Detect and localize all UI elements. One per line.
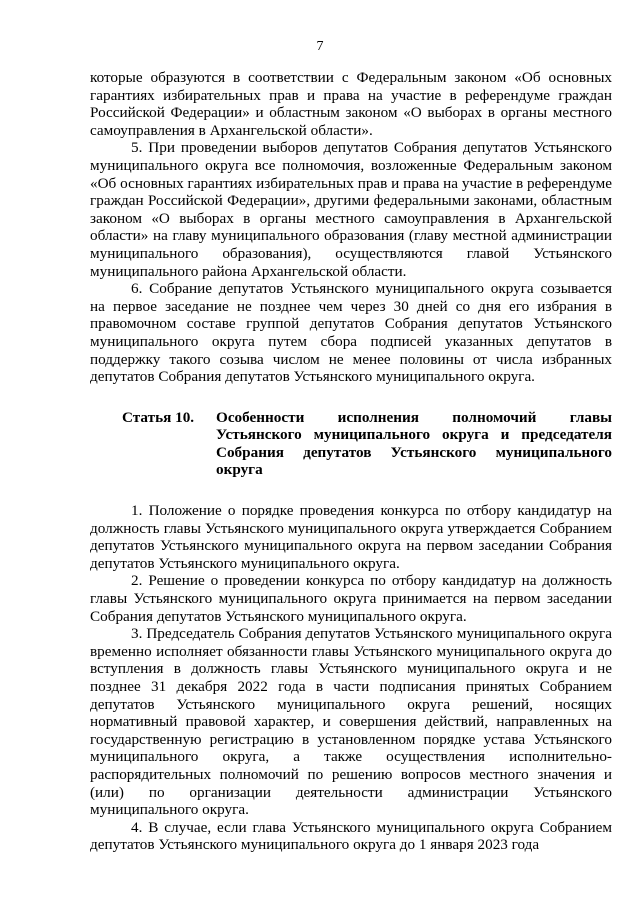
article-heading: [90, 409, 612, 479]
article-paragraph-2: 2. Решение о проведении конкурса по отбору кандидатур на должность главы Устьянского муниципального округа принимается на первом заседании Собрания депутатов Устьянского муниципального округа.: [90, 572, 612, 625]
article-title: Особенности исполнения полномочий главы Устьянского муниципального округа и председателя Собрания депутатов Устьянского муниципального округа: [216, 408, 612, 479]
paragraph-continuation: которые образуются в соответствии с Федеральным законом «Об основных гарантиях избирательных прав и права на участие в референдуме граждан Российской Федерации» и областным законом «О выборах в органы местного самоуправления в Архангельской области».: [90, 69, 612, 139]
page-number: 7: [316, 39, 324, 54]
document-body: [90, 69, 612, 854]
article-paragraph-4: 4. В случае, если глава Устьянского муниципального округа Собранием депутатов Устьянского муниципального округа до 1 января 2023 года: [90, 818, 612, 854]
article-paragraph-1: 1. Положение о порядке проведения конкурса по отбору кандидатур на должность главы Устьянского муниципального округа утверждается Собранием депутатов Устьянского муниципального округа на первом заседании Собрания депутатов Устьянского муниципального округа.: [90, 502, 612, 572]
article-number: Статья 10.: [122, 408, 195, 426]
paragraph-item-6: 6. Собрание депутатов Устьянского муниципального округа созывается на первое заседание не позднее чем через 30 дней со дня его избрания в правомочном составе группой депутатов Собрания депутатов Устьянского муниципального округа путем сбора подписей указанных депутатов в поддержку такого созыва числом не менее половины от числа избранных депутатов Собрания депутатов Устьянского муниципального округа.: [90, 280, 612, 386]
article-paragraph-3: 3. Председатель Собрания депутатов Устьянского муниципального округа временно исполняет обязанности главы Устьянского муниципального округа до вступления в должность главы Устьянского муниципального округа и не позднее 31 декабря 2022 года в части подписания принятых Собранием депутатов Устьянского муниципального округа решений, носящих нормативный правовой характер, и совершения действий, направленных на государственную регистрацию в установленном порядке устава Устьянского муниципального округа, а также осуществления исполнительно-распорядительных полномочий по решению вопросов местного значения и (или) по организации деятельности администрации Устьянского муниципального округа.: [90, 625, 612, 819]
paragraph-item-5: 5. При проведении выборов депутатов Собрания депутатов Устьянского муниципального округа все полномочия, возложенные Федеральным законом «Об основных гарантиях избирательных прав и права на участие в референдуме граждан Российской Федерации», другими федеральными законами, областным законом «О выборах в органы местного самоуправления в Архангельской области» на главу муниципального образования (главу местной администрации муниципального образования), осуществляются главой Устьянского муниципального района Архангельской области.: [90, 139, 612, 280]
